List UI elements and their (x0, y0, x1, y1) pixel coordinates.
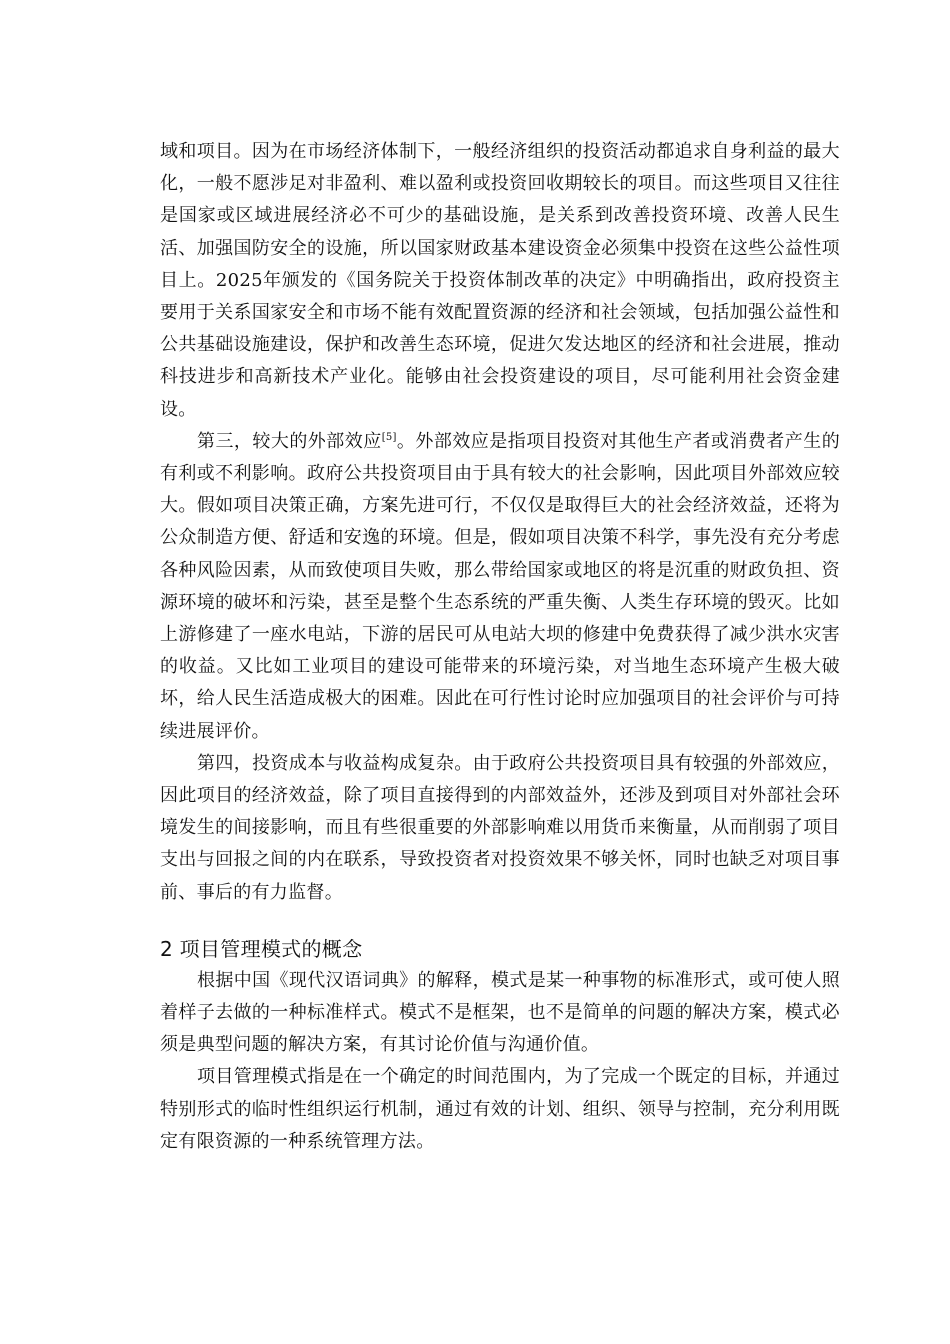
citation-reference[interactable]: [5] (381, 431, 397, 443)
section-heading: 2 项目管理模式的概念 (160, 936, 363, 961)
paragraph-external-effects-start: 第三，较大的外部效应 (197, 430, 382, 452)
paragraph-public-investment-fields: 域和项目。因为在市场经济体制下，一般经济组织的投资活动都追求自身利益的最大化，一般不愿涉足对非盈利、难以盈利或投资回收期较长的项目。而这些项目又往往是国家或区域进展经济必不可少的基础设施，是关系到改善投资环境、改善人民生活、加强国防安全的设施，所以国家财政基本建设资金必须集中投资在这些公益性项目上。2025年颁发的《国务院关于投资体制改革的决定》中明确指出，政府投资主要用于关系国家安全和市场不能有效配置资源的经济和社会领域，包括加强公益性和公共基础设施建设，保护和改善生态环境，促进欠发达地区的经济和社会进展，推动科技进步和高新技术产业化。能够由社会投资建设的项目，尽可能利用社会资金建设。 (160, 141, 840, 420)
paragraph-mode-definition: 根据中国《现代汉语词典》的解释，模式是某一种事物的标准形式，或可使人照着样子去做的一种标准样式。模式不是框架，也不是简单的问题的解决方案，模式必须是典型问题的解决方案，有其讨论价值与沟通价值。 (160, 969, 840, 1056)
section-spacer (160, 909, 840, 933)
paragraph-external-effects (160, 426, 840, 748)
document-body (160, 136, 840, 1158)
paragraph-cost-benefit: 第四，投资成本与收益构成复杂。由于政府公共投资项目具有较强的外部效应，因此项目的经济效益，除了项目直接得到的内部效益外，还涉及到项目对外部社会环境发生的间接影响，而且有些很重要的外部影响难以用货币来衡量，从而削弱了项目支出与回报之间的内在联系，导致投资者对投资效果不够关怀，同时也缺乏对项目事前、事后的有力监督。 (160, 752, 840, 903)
paragraph-project-management-mode: 项目管理模式指是在一个确定的时间范围内，为了完成一个既定的目标，并通过特别形式的临时性组织运行机制，通过有效的计划、组织、领导与控制，充分利用既定有限资源的一种系统管理方法。 (160, 1066, 840, 1152)
paragraph-external-effects-rest: 。外部效应是指项目投资对其他生产者或消费者产生的有利或不利影响。政府公共投资项目由于具有较大的社会影响，因此项目外部效应较大。假如项目决策正确，方案先进可行，不仅仅是取得巨大的社会经济效益，还将为公众制造方便、舒适和安逸的环境。但是，假如项目决策不科学，事先没有充分考虑各种风险因素，从而致使项目失败，那么带给国家或地区的将是沉重的财政负担、资源环境的破坏和污染，甚至是整个生态系统的严重失衡、人类生存环境的毁灭。比如上游修建了一座水电站，下游的居民可从电站大坝的修建中免费获得了减少洪水灾害的收益。又比如工业项目的建设可能带来的环境污染，对当地生态环境产生极大破坏，给人民生活造成极大的困难。因此在可行性讨论时应加强项目的社会评价与可持续进展评价。 (160, 430, 840, 742)
